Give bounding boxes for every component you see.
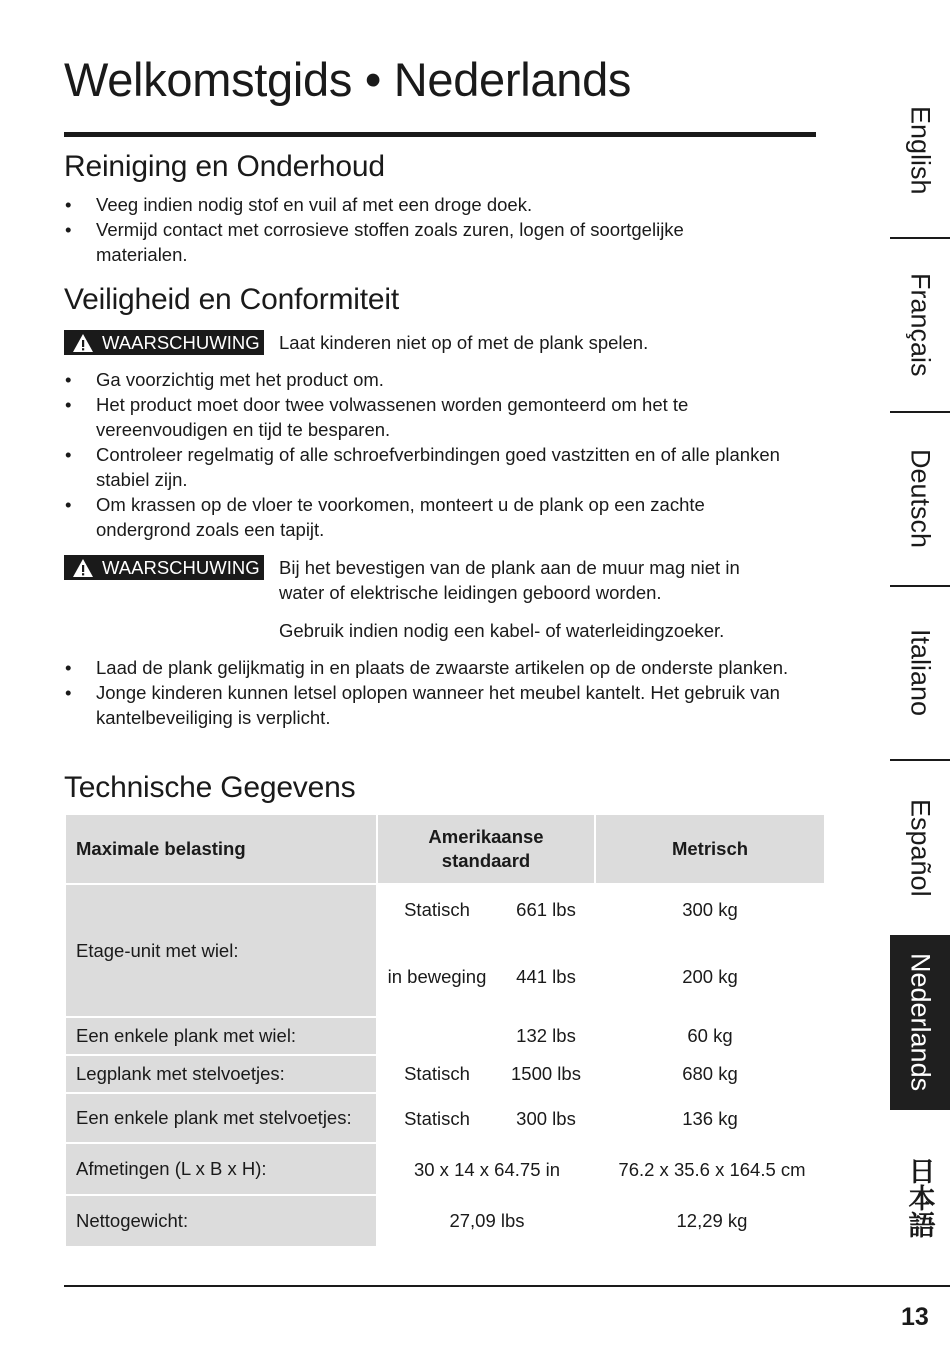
metric-value: 300 kg [682,899,738,920]
tab-deutsch[interactable] [890,413,950,585]
metric-value: 60 kg [687,1025,733,1046]
tab-label: Deutsch [905,449,936,549]
tab-label: English [905,105,936,195]
row-label: Afmetingen (L x B x H): [66,1144,376,1194]
us-value: 1500 lbs [511,1063,581,1084]
warning-badge [64,555,264,580]
footer-divider [64,1285,950,1287]
warning-text: Laat kinderen niet op of met de plank spelen. [279,332,649,353]
warning-badge [64,330,264,355]
warning-icon [72,333,94,353]
safety-list [64,367,784,542]
warning-text: Bij het bevestigen van de plank aan de muur mag niet in water of elektrische leidingen geboord worden. [279,557,740,603]
us-value: 30 x 14 x 64.75 in [413,1159,561,1180]
tab-label: Nederlands [905,953,936,1092]
warning-label: WAARSCHUWING [102,557,260,578]
load-mode: Statisch [404,899,470,920]
tab-espanol[interactable] [890,761,950,935]
metric-value: 200 kg [682,966,738,987]
warning-note: Gebruik indien nodig een kabel- of waterleidingzoeker. [279,620,725,641]
tab-label: Italiano [905,629,936,717]
metric-value: 680 kg [682,1063,738,1084]
load-mode: Statisch [404,1063,470,1084]
metric-value: 76.2 x 35.6 x 164.5 cm [618,1159,806,1180]
list-item: • Vermijd contact met corrosieve stoffen zoals zuren, logen of soortgelijke materialen. [64,217,746,267]
tab-japanese[interactable] [890,1112,950,1282]
warning-label: WAARSCHUWING [102,332,260,353]
metric-value: 12,29 kg [676,1210,748,1231]
safety-list-2 [64,655,804,730]
row-label: Etage-unit met wiel: [66,885,376,1016]
tab-italiano[interactable] [890,587,950,759]
page-title: Welkomstgids • Nederlands [64,53,632,106]
row-label: Een enkele plank met wiel: [66,1018,376,1054]
tab-english[interactable] [890,62,950,238]
list-item: • Laad de plank gelijkmatig in en plaats de zwaarste artikelen op de onderste planken. [64,655,804,680]
us-value: 132 lbs [516,1025,576,1046]
row-label: Legplank met stelvoetjes: [66,1056,376,1092]
list-item: • Om krassen op de vloer te voorkomen, monteert u de plank op een zachte ondergrond zoals een tapijt. [64,492,766,542]
cleaning-heading: Reiniging en Onderhoud [64,150,385,183]
us-value: 300 lbs [516,1108,576,1129]
row-label: Een enkele plank met stelvoetjes: [66,1094,376,1142]
column-header: Metrisch [596,815,824,883]
list-item: • Ga voorzichtig met het product om. [64,367,784,392]
page-number: 13 [901,1303,929,1331]
us-value: 661 lbs [516,899,576,920]
list-item: • Jonge kinderen kunnen letsel oplopen wanneer het meubel kantelt. Het gebruik van kantelbeveiliging is verplicht. [64,680,804,730]
us-value: 27,09 lbs [449,1210,525,1231]
list-item: • Veeg indien nodig stof en vuil af met een droge doek. [64,192,804,217]
safety-heading: Veiligheid en Conformiteit [64,283,399,316]
tab-label: Français [905,273,936,377]
column-header: Amerikaanse standaard [378,815,594,883]
title-divider [64,132,816,137]
specs-heading: Technische Gegevens [64,771,356,804]
list-item: • Het product moet door twee volwassenen worden gemonteerd om het te vereenvoudigen en tijd te besparen. [64,392,784,442]
list-item: • Controleer regelmatig of alle schroefverbindingen goed vastzitten en of alle planken stabiel zijn. [64,442,784,492]
tab-label: Español [905,799,936,897]
cleaning-list [64,192,804,267]
warning-icon [72,558,94,578]
column-header: Maximale belasting [66,815,376,883]
tab-francais[interactable] [890,239,950,411]
row-label: Nettogewicht: [66,1196,376,1246]
tab-nederlands[interactable] [890,935,950,1110]
us-value: 441 lbs [516,966,576,987]
metric-value: 136 kg [682,1108,738,1129]
load-mode: Statisch [404,1108,470,1129]
tab-label: 日本語 [904,1156,935,1238]
load-mode: in beweging [387,966,487,987]
